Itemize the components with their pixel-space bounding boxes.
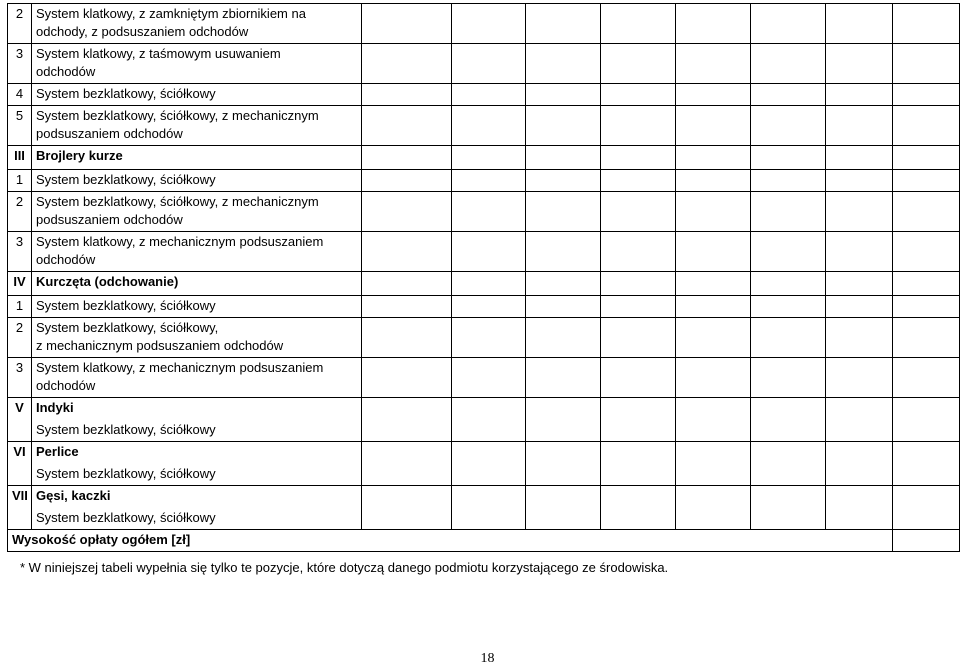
description-line: odchody, z podsuszaniem odchodów [36, 24, 249, 39]
value-cell[interactable] [893, 398, 960, 442]
row-number: 5 [8, 106, 32, 146]
value-cell[interactable] [751, 486, 826, 530]
value-cell[interactable] [601, 486, 676, 530]
value-cell[interactable] [601, 44, 676, 84]
value-cell[interactable] [676, 358, 751, 398]
value-cell[interactable] [826, 106, 893, 146]
row-description [32, 192, 362, 232]
value-cell[interactable] [362, 232, 452, 272]
value-cell[interactable] [452, 486, 526, 530]
row-description [32, 44, 362, 84]
description-line: odchodów [36, 378, 96, 393]
total-row [8, 530, 960, 552]
description-line: z mechanicznym podsuszaniem odchodów [36, 338, 284, 353]
value-cell[interactable] [452, 442, 526, 486]
value-cell[interactable] [751, 398, 826, 442]
value-cell[interactable] [452, 296, 526, 318]
description-line: System klatkowy, z mechanicznym podsuszaniem [36, 360, 324, 375]
table-row [8, 146, 960, 170]
description-line: odchodów [36, 252, 96, 267]
description-line: System bezklatkowy, ściółkowy [36, 86, 216, 101]
value-cell[interactable] [362, 296, 452, 318]
total-label: Wysokość opłaty ogółem [zł] [8, 530, 893, 552]
description-line: System bezklatkowy, ściółkowy, [36, 320, 219, 335]
table-row [8, 232, 960, 272]
value-cell[interactable] [893, 442, 960, 486]
value-cell[interactable] [893, 192, 960, 232]
value-cell[interactable] [751, 84, 826, 106]
value-cell[interactable] [893, 486, 960, 530]
value-cell[interactable] [826, 486, 893, 530]
value-cell[interactable] [526, 318, 601, 358]
value-cell[interactable] [452, 4, 526, 44]
value-cell[interactable] [362, 146, 452, 170]
system-type: System bezklatkowy, ściółkowy [36, 466, 216, 481]
value-cell[interactable] [826, 398, 893, 442]
row-number: 1 [8, 170, 32, 192]
row-number: VII [8, 486, 32, 530]
table-row [8, 486, 960, 530]
value-cell[interactable] [893, 296, 960, 318]
table-row [8, 272, 960, 296]
value-cell[interactable] [826, 232, 893, 272]
value-cell[interactable] [362, 170, 452, 192]
value-cell[interactable] [826, 296, 893, 318]
system-type: System bezklatkowy, ściółkowy [36, 422, 216, 437]
row-description [32, 84, 362, 106]
value-cell[interactable] [452, 106, 526, 146]
value-cell[interactable] [751, 4, 826, 44]
row-number: V [8, 398, 32, 442]
value-cell[interactable] [676, 318, 751, 358]
category-title: Kurczęta (odchowanie) [36, 274, 179, 289]
description-line: System bezklatkowy, ściółkowy [36, 298, 216, 313]
value-cell[interactable] [676, 84, 751, 106]
value-cell[interactable] [751, 296, 826, 318]
value-cell[interactable] [826, 146, 893, 170]
row-number: 4 [8, 84, 32, 106]
value-cell[interactable] [601, 296, 676, 318]
row-description [32, 232, 362, 272]
value-cell[interactable] [452, 318, 526, 358]
value-cell[interactable] [601, 318, 676, 358]
value-cell[interactable] [826, 84, 893, 106]
value-cell[interactable] [601, 106, 676, 146]
table-row [8, 358, 960, 398]
value-cell[interactable] [362, 106, 452, 146]
value-cell[interactable] [676, 272, 751, 296]
value-cell[interactable] [893, 84, 960, 106]
value-cell[interactable] [526, 296, 601, 318]
value-cell[interactable] [362, 358, 452, 398]
value-cell[interactable] [526, 146, 601, 170]
value-cell[interactable] [526, 232, 601, 272]
description-line: podsuszaniem odchodów [36, 126, 183, 141]
value-cell[interactable] [893, 106, 960, 146]
value-cell[interactable] [676, 106, 751, 146]
value-cell[interactable] [362, 84, 452, 106]
description-line: podsuszaniem odchodów [36, 212, 183, 227]
table-row [8, 318, 960, 358]
table-row [8, 106, 960, 146]
value-cell[interactable] [526, 106, 601, 146]
value-cell[interactable] [601, 358, 676, 398]
value-cell[interactable] [676, 232, 751, 272]
value-cell[interactable] [362, 192, 452, 232]
row-description [32, 318, 362, 358]
value-cell[interactable] [751, 442, 826, 486]
table-row [8, 170, 960, 192]
row-description [32, 272, 362, 296]
value-cell[interactable] [362, 272, 452, 296]
value-cell[interactable] [751, 44, 826, 84]
value-cell[interactable] [362, 44, 452, 84]
value-cell[interactable] [676, 4, 751, 44]
value-cell[interactable] [893, 44, 960, 84]
value-cell[interactable] [676, 398, 751, 442]
value-cell[interactable] [826, 442, 893, 486]
category-title: Indyki [36, 400, 74, 415]
value-cell[interactable] [601, 442, 676, 486]
row-number: 2 [8, 4, 32, 44]
row-description [32, 170, 362, 192]
value-cell[interactable] [362, 442, 452, 486]
value-cell[interactable] [362, 486, 452, 530]
value-cell[interactable] [601, 84, 676, 106]
value-cell[interactable] [751, 192, 826, 232]
value-cell[interactable] [893, 4, 960, 44]
row-description [32, 4, 362, 44]
value-cell[interactable] [893, 272, 960, 296]
value-cell[interactable] [526, 398, 601, 442]
value-cell[interactable] [601, 146, 676, 170]
row-description [32, 296, 362, 318]
table-body [8, 4, 960, 552]
value-cell[interactable] [676, 44, 751, 84]
value-cell[interactable] [362, 398, 452, 442]
value-cell[interactable] [526, 192, 601, 232]
value-cell[interactable] [526, 442, 601, 486]
description-line: System klatkowy, z mechanicznym podsuszaniem [36, 234, 324, 249]
value-cell[interactable] [893, 146, 960, 170]
value-cell[interactable] [826, 170, 893, 192]
system-type: System bezklatkowy, ściółkowy [36, 510, 216, 525]
row-description [32, 486, 362, 530]
value-cell[interactable] [452, 170, 526, 192]
value-cell[interactable] [601, 232, 676, 272]
value-cell[interactable] [452, 84, 526, 106]
value-cell[interactable] [893, 358, 960, 398]
value-cell[interactable] [751, 272, 826, 296]
value-cell[interactable] [601, 398, 676, 442]
page-number: 18 [480, 651, 495, 666]
fee-table [7, 3, 960, 552]
description-line: System klatkowy, z zamkniętym zbiornikiem na [36, 6, 306, 21]
table-row [8, 442, 960, 486]
row-number: 3 [8, 44, 32, 84]
value-cell[interactable] [452, 232, 526, 272]
value-cell[interactable] [826, 272, 893, 296]
value-cell[interactable] [526, 272, 601, 296]
value-cell[interactable] [751, 146, 826, 170]
table-row [8, 192, 960, 232]
category-title: Brojlery kurze [36, 148, 123, 163]
row-number: 1 [8, 296, 32, 318]
row-number: 3 [8, 232, 32, 272]
footnote: * W niniejszej tabeli wypełnia się tylko te pozycje, które dotyczą danego podmiotu korzystającego ze środowiska. [20, 560, 669, 575]
row-number: 2 [8, 192, 32, 232]
row-number: VI [8, 442, 32, 486]
value-cell[interactable] [362, 4, 452, 44]
description-line: System bezklatkowy, ściółkowy [36, 172, 216, 187]
table-row [8, 84, 960, 106]
description-line: odchodów [36, 64, 96, 79]
table-row [8, 4, 960, 44]
value-cell[interactable] [826, 358, 893, 398]
value-cell[interactable] [601, 272, 676, 296]
row-number: IV [8, 272, 32, 296]
value-cell[interactable] [526, 84, 601, 106]
value-cell[interactable] [601, 170, 676, 192]
value-cell[interactable] [826, 318, 893, 358]
category-title: Perlice [36, 444, 79, 459]
value-cell[interactable] [526, 4, 601, 44]
value-cell[interactable] [362, 318, 452, 358]
value-cell[interactable] [452, 192, 526, 232]
description-line: System bezklatkowy, ściółkowy, z mechanicznym [36, 108, 319, 123]
value-cell[interactable] [452, 146, 526, 170]
category-title: Gęsi, kaczki [36, 488, 111, 503]
value-cell[interactable] [452, 398, 526, 442]
value-cell[interactable] [452, 272, 526, 296]
value-cell[interactable] [676, 442, 751, 486]
value-cell[interactable] [676, 170, 751, 192]
row-number: III [8, 146, 32, 170]
value-cell[interactable] [826, 44, 893, 84]
value-cell[interactable] [676, 486, 751, 530]
value-cell[interactable] [826, 4, 893, 44]
table-row [8, 398, 960, 442]
row-description [32, 106, 362, 146]
value-cell[interactable] [893, 318, 960, 358]
value-cell[interactable] [676, 192, 751, 232]
value-cell[interactable] [526, 44, 601, 84]
value-cell[interactable] [751, 170, 826, 192]
value-cell[interactable] [452, 358, 526, 398]
row-description [32, 398, 362, 442]
value-cell[interactable] [601, 192, 676, 232]
value-cell[interactable] [526, 170, 601, 192]
value-cell[interactable] [676, 296, 751, 318]
value-cell[interactable] [751, 106, 826, 146]
row-description [32, 442, 362, 486]
row-description [32, 358, 362, 398]
value-cell[interactable] [452, 44, 526, 84]
value-cell[interactable] [826, 192, 893, 232]
description-line: System bezklatkowy, ściółkowy, z mechanicznym [36, 194, 319, 209]
value-cell[interactable] [893, 170, 960, 192]
value-cell[interactable] [676, 146, 751, 170]
value-cell[interactable] [751, 358, 826, 398]
value-cell[interactable] [526, 486, 601, 530]
table-row [8, 44, 960, 84]
description-line: System klatkowy, z taśmowym usuwaniem [36, 46, 281, 61]
value-cell[interactable] [526, 358, 601, 398]
value-cell[interactable] [601, 4, 676, 44]
value-cell[interactable] [893, 232, 960, 272]
row-description [32, 146, 362, 170]
value-cell[interactable] [751, 318, 826, 358]
table-row [8, 296, 960, 318]
total-value-cell[interactable] [893, 530, 960, 552]
value-cell[interactable] [751, 232, 826, 272]
row-number: 3 [8, 358, 32, 398]
row-number: 2 [8, 318, 32, 358]
